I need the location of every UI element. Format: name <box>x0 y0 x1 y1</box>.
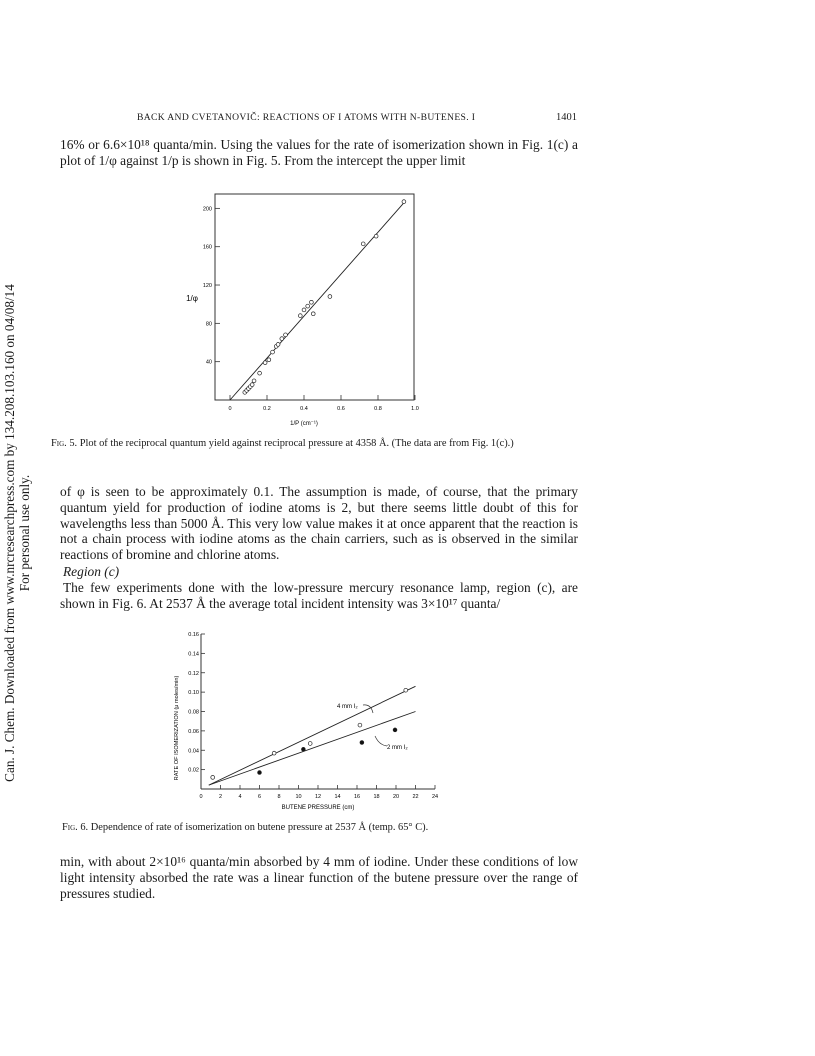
figure-6-x-tick-label: 10 <box>295 794 302 800</box>
figure-5-caption-label: Fig. 5. <box>51 438 78 449</box>
figure-6-point-open <box>404 688 408 692</box>
download-notice-line1: Can. J. Chem. Downloaded from www.nrcresearchpress.com by 134.208.103.160 on 04/08/14 <box>2 284 17 782</box>
figure-6-y-tick-label: 0.10 <box>188 690 199 697</box>
figure-5-x-tick-label: 0.6 <box>337 406 345 412</box>
figure-6-point-open <box>308 742 312 746</box>
figure-6-x-ticks <box>199 785 438 800</box>
figure-6-point-open <box>272 751 276 755</box>
figure-6-y-ticks <box>188 632 205 774</box>
figure-6-point-filled <box>301 747 305 751</box>
figure-5-plot <box>185 188 435 432</box>
figure-6-y-tick-label: 0.06 <box>188 728 199 735</box>
figure-5-caption <box>51 438 578 450</box>
paragraph-intro: 16% or 6.6×10¹⁸ quanta/min. Using the values for the rate of isomerization shown in Fig. 1(c) a plot of 1/φ against 1/p is shown in Fig. 5. From the intercept the upper limit <box>60 137 578 168</box>
figure-6-callout-2mm <box>375 736 387 746</box>
figure-5-point <box>298 314 302 318</box>
figure-5-point <box>258 371 262 375</box>
figure-6-legend-2mm: 2 mm I₂ <box>387 745 408 751</box>
figure-6-y-tick-label: 0.04 <box>188 748 199 755</box>
figure-6-fit-line-0 <box>209 686 416 785</box>
figure-5-x-ticks <box>228 395 418 412</box>
figure-6-x-tick-label: 24 <box>431 794 439 800</box>
figure-6-point-open <box>358 723 362 727</box>
figure-6-fit-line-1 <box>209 712 416 786</box>
figure-5-point <box>310 300 314 304</box>
figure-5-fit-line-path <box>230 201 406 400</box>
download-notice-line2: For personal use only. <box>17 474 32 592</box>
figure-6-plot <box>165 628 450 816</box>
figure-5-x-tick-label: 0.2 <box>263 406 271 412</box>
running-head <box>137 112 577 123</box>
figure-6-x-tick-label: 14 <box>334 794 341 800</box>
figure-6-x-tick-label: 18 <box>373 794 380 800</box>
figure-6-fit-lines <box>209 686 416 785</box>
figure-6-x-tick-label: 6 <box>257 794 262 800</box>
figure-6-y-tick-label: 0.14 <box>188 651 199 658</box>
figure-5-point <box>374 234 378 238</box>
figure-5-y-tick-label: 40 <box>205 359 212 366</box>
figure-6-caption <box>62 822 589 834</box>
figure-5-y-tick-label: 120 <box>202 283 212 290</box>
figure-5-y-tick-label: 160 <box>202 244 212 251</box>
figure-5-y-ticks <box>203 206 220 365</box>
figure-6-x-tick-label: 8 <box>277 794 281 800</box>
figure-6-points <box>211 688 408 779</box>
figure-6-x-axis-label: BUTENE PRESSURE (cm) <box>281 805 355 811</box>
figure-6-point-filled <box>393 728 397 732</box>
figure-5-x-tick-label: 0.8 <box>374 406 382 412</box>
figure-5-y-tick-label: 200 <box>202 206 212 213</box>
figure-6-caption-label: Fig. 6. <box>62 822 89 833</box>
figure-6-point-filled <box>258 771 262 775</box>
figure-6-x-tick-label: 22 <box>412 794 419 800</box>
figure-5-y-axis-label: 1/φ <box>186 294 198 303</box>
figure-5-point <box>267 358 271 362</box>
page-number: 1401 <box>556 112 577 123</box>
figure-6-y-tick-label: 0.16 <box>188 632 199 638</box>
figure-5-point <box>328 295 332 299</box>
download-notice <box>2 263 40 803</box>
figure-5-point <box>302 308 306 312</box>
figure-5-point <box>306 304 310 308</box>
figure-5-x-axis-label: 1/P (cm⁻¹) <box>290 421 318 427</box>
figure-5-x-tick-label: 0.4 <box>300 406 308 412</box>
figure-6-y-tick-label: 0.02 <box>188 767 199 774</box>
figure-6-point-open <box>211 775 215 779</box>
figure-6-x-tick-label: 2 <box>218 794 223 800</box>
figure-5-point <box>250 383 254 387</box>
figure-6-point-filled <box>360 741 364 745</box>
figure-5-point <box>311 312 315 316</box>
figure-5-point <box>263 361 267 365</box>
running-head-title: BACK AND CVETANOVIČ: REACTIONS OF I ATOMS WITH N-BUTENES. I <box>137 112 476 123</box>
figure-6-x-tick-label: 12 <box>314 794 322 800</box>
figure-5-point <box>271 350 275 354</box>
figure-6-y-axis-label: RATE OF ISOMERIZATION (μ moles/min) <box>174 675 180 781</box>
figure-5-x-tick-label: 1.0 <box>411 406 419 412</box>
figure-5-point <box>284 333 288 337</box>
figure-6-y-tick-label: 0.12 <box>188 670 199 677</box>
region-c-heading: Region (c) <box>63 564 120 579</box>
figure-5-caption-text: Plot of the reciprocal quantum yield against reciprocal pressure at 4358 Å. (The data are from Fig. 1(c).) <box>79 438 514 449</box>
figure-5-point <box>276 343 280 347</box>
figure-6-y-tick-label: 0.08 <box>188 709 199 716</box>
paragraph-conclusion: min, with about 2×10¹⁶ quanta/min absorbed by 4 mm of iodine. Under these conditions of low light intensity absorbed the rate was a linear function of the butene pressure over the range of pressures studied. <box>60 854 578 901</box>
figure-5-point <box>361 242 365 246</box>
figure-6-x-tick-label: 20 <box>392 794 400 800</box>
figure-5-point <box>402 200 406 204</box>
figure-5-x-tick-label: 0 <box>228 406 232 412</box>
paragraph-region-c: The few experiments done with the low-pressure mercury resonance lamp, region (c), are shown in Fig. 6. At 2537 Å the average total incident intensity was 3×10¹⁷ quanta/ <box>60 580 578 611</box>
figure-6-x-tick-label: 16 <box>353 794 361 800</box>
figure-5-point <box>280 337 284 341</box>
figure-5-fit-line <box>230 201 406 400</box>
figure-6-x-tick-label: 4 <box>238 794 242 800</box>
figure-5-y-tick-label: 80 <box>205 321 212 328</box>
figure-6-caption-text: Dependence of rate of isomerization on butene pressure at 2537 Å (temp. 65° C). <box>90 822 429 833</box>
figure-5-point <box>252 379 256 383</box>
figure-6-x-tick-label: 0 <box>199 794 203 800</box>
paragraph-phi-discussion: of φ is seen to be approximately 0.1. The assumption is made, of course, that the primary quantum yield for production of iodine atoms is 2, but there seems little doubt of this for wavelengths less than 5000 Å. This very low value makes it at once apparent that the reaction is not a chain process with iodine atoms as the chain carriers, such as is observed in the similar reactions of bromine and chlorine atoms. <box>60 484 578 563</box>
figure-6-legend-4mm: 4 mm I₂ <box>337 704 358 710</box>
